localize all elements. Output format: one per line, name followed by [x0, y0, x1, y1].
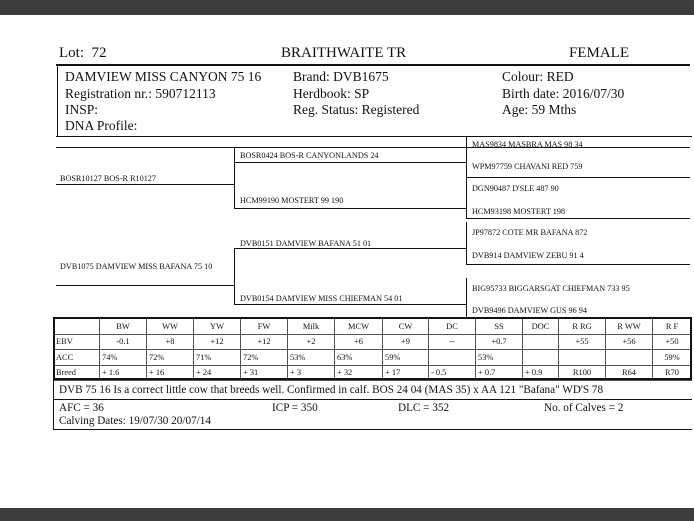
ss-divider: [466, 177, 690, 178]
dam-sire-line: [234, 248, 466, 249]
table-cell: [429, 350, 476, 366]
header-cell: CW: [383, 319, 429, 335]
table-cell: +6: [335, 334, 383, 350]
dam-line: [56, 285, 234, 286]
table-cell: R100: [559, 365, 606, 381]
table-cell: +9: [383, 334, 429, 350]
table-cell: + 3: [288, 365, 335, 381]
row-label: EBV: [54, 334, 100, 350]
icp-value: ICP = 350: [272, 402, 318, 414]
footer-bottom-line: [53, 429, 692, 430]
sd-dam-entry: HCM93198 MOSTERT 198: [472, 207, 566, 216]
acc-row: [54, 350, 692, 366]
table-cell: +50: [653, 334, 692, 350]
animal-name: DAMVIEW MISS CANYON 75 16: [65, 69, 262, 84]
header-cell: FW: [241, 319, 288, 335]
dd-dam-entry: DVB9496 DAMVIEW GUS 96 94: [472, 306, 587, 315]
table-cell: 59%: [653, 350, 692, 366]
age-field: Age: 59 Mths: [502, 102, 577, 117]
sire-line: [56, 184, 234, 185]
sire-dam-line: [234, 208, 466, 209]
header-cell: DOC: [523, 319, 559, 335]
comment-text: DVB 75 16 Is a correct little cow that breeds well. Confirmed in calf. BOS 24 04 (MAS 35) x AA 121 "Bafana" WD'S 78: [59, 384, 604, 396]
sex-label: FEMALE: [569, 45, 629, 61]
insp-label: INSP:: [65, 102, 99, 117]
dd-sire-entry: BIG95733 BIGGARSGAT CHIEFMAN 733 95: [472, 284, 630, 293]
breeder-name: BRAITHWAITE TR: [281, 45, 407, 61]
dna-profile-label: DNA Profile:: [65, 118, 138, 133]
ds-dam-entry: DVB914 DAMVIEW ZEBU 91 4: [472, 251, 584, 260]
info-bottom-divider: [56, 136, 692, 137]
table-cell: +12: [241, 334, 288, 350]
row-label: ACC: [54, 350, 100, 366]
reg-status-field: Reg. Status: Registered: [293, 102, 420, 117]
header-cell: Milk: [288, 319, 335, 335]
table-cell: + 32: [335, 365, 383, 381]
table-cell: + 16: [147, 365, 194, 381]
header-cell: [54, 319, 100, 335]
dam-branch-vertical: [234, 248, 235, 305]
herdbook-field: Herdbook: SP: [293, 86, 370, 101]
table-cell: [606, 350, 653, 366]
ds-branch-vertical: [466, 222, 467, 264]
pedigree-top-line: [56, 147, 690, 148]
table-cell: + 0.9: [523, 365, 559, 381]
sd-divider: [466, 218, 690, 219]
breed-row: [54, 365, 692, 381]
table-cell: 53%: [288, 350, 335, 366]
sire-sire-line: [234, 162, 466, 163]
table-cell: R70: [653, 365, 692, 381]
table-cell: [559, 350, 606, 366]
table-cell: 72%: [241, 350, 288, 366]
colour-field: Colour: RED: [502, 69, 574, 84]
table-cell: +12: [194, 334, 241, 350]
table-cell: +0.7: [476, 334, 523, 350]
table-cell: 63%: [335, 350, 383, 366]
table-cell: + 1.6: [100, 365, 147, 381]
ebv-row: [54, 334, 692, 350]
lot-label: Lot: 72: [59, 45, 107, 61]
calves-count: No. of Calves = 2: [544, 402, 624, 414]
sire-sire-entry: BOSR0424 BOS-R CANYONLANDS 24: [240, 151, 379, 160]
ss-sire-entry: MAS9834 MASBRA MAS 98 34: [472, 140, 583, 149]
sd-sire-entry: DGN90487 D'SLE 487 90: [472, 184, 559, 193]
registration-number: Registration nr.: 590712113: [65, 86, 216, 101]
row-label: Breed: [54, 365, 100, 381]
table-cell: - 0.5: [429, 365, 476, 381]
dam-entry: DVB1075 DAMVIEW MISS BAFANA 75 10: [60, 262, 213, 271]
ebv-table: [53, 318, 692, 381]
header-cell: SS: [476, 319, 523, 335]
lot-number: 72: [91, 45, 107, 61]
table-cell: +56: [606, 334, 653, 350]
header-cell: R RG: [559, 319, 606, 335]
sd-branch-vertical: [466, 177, 467, 219]
dlc-value: DLC = 352: [398, 402, 450, 414]
afc-value: AFC = 36: [59, 402, 104, 414]
table-cell: --: [429, 334, 476, 350]
sire-branch-vertical: [234, 147, 235, 209]
table-cell: [523, 334, 559, 350]
ds-sire-entry: JP97872 COTE MR BAFANA 872: [472, 228, 588, 237]
header-cell: DC: [429, 319, 476, 335]
ss-dam-entry: WPM97759 CHAVANI RED 759: [472, 162, 583, 171]
table-cell: [523, 350, 559, 366]
header-cell: BW: [100, 319, 147, 335]
header-cell: R F: [653, 319, 692, 335]
table-cell: 72%: [147, 350, 194, 366]
table-cell: -0.1: [100, 334, 147, 350]
table-cell: 59%: [383, 350, 429, 366]
dam-dam-line: [234, 304, 466, 305]
ss-branch-vertical: [466, 137, 467, 177]
table-cell: +55: [559, 334, 606, 350]
table-cell: + 24: [194, 365, 241, 381]
top-letterbox-bar: [0, 0, 694, 15]
ebv-header-row: [54, 319, 692, 335]
dd-branch-vertical: [466, 278, 467, 318]
table-cell: R64: [606, 365, 653, 381]
calving-dates: Calving Dates: 19/07/30 20/07/14: [59, 415, 211, 427]
footer-left-border: [53, 380, 54, 429]
bottom-letterbox-bar: [0, 508, 694, 521]
header-cell: WW: [147, 319, 194, 335]
header-divider: [56, 64, 690, 66]
table-cell: + 31: [241, 365, 288, 381]
header-cell: YW: [194, 319, 241, 335]
birth-date-field: Birth date: 2016/07/30: [502, 86, 625, 101]
header-cell: R WW: [606, 319, 653, 335]
sire-dam-entry: HCM99190 MOSTERT 99 190: [240, 196, 344, 205]
table-cell: 53%: [476, 350, 523, 366]
table-cell: 71%: [194, 350, 241, 366]
comment-divider: [53, 399, 692, 400]
table-cell: + 0.7: [476, 365, 523, 381]
ds-divider: [466, 264, 690, 265]
brand-field: Brand: DVB1675: [293, 69, 389, 84]
header-cell: MCW: [335, 319, 383, 335]
table-cell: +2: [288, 334, 335, 350]
table-cell: + 17: [383, 365, 429, 381]
dam-sire-entry: DVB0151 DAMVIEW BAFANA 51 01: [240, 239, 372, 248]
dam-dam-entry: DVB0154 DAMVIEW MISS CHIEFMAN 54 01: [240, 294, 403, 303]
table-cell: 74%: [100, 350, 147, 366]
table-cell: +8: [147, 334, 194, 350]
sire-entry: BOSR10127 BOS-R R10127: [60, 174, 156, 183]
info-left-border: [57, 66, 58, 136]
